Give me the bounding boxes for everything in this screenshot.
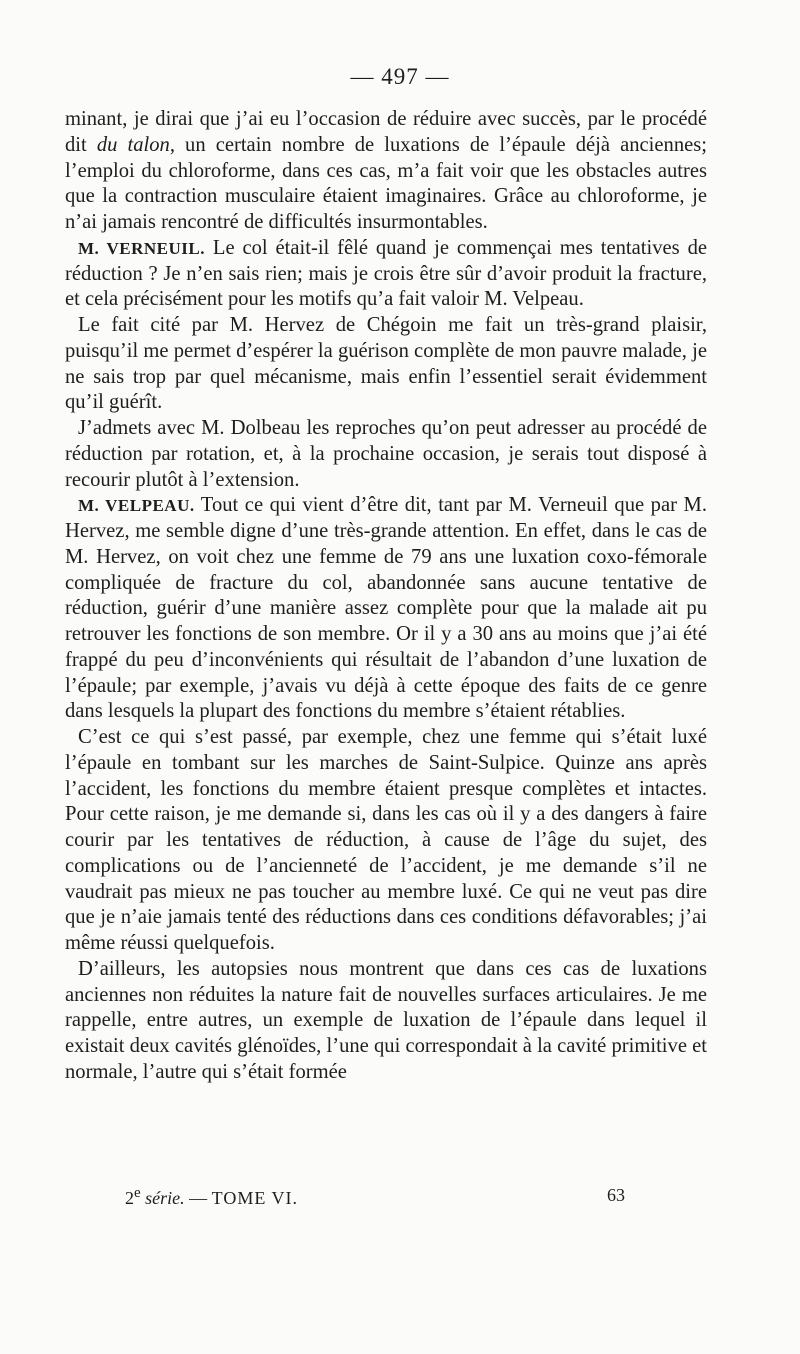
footer-dash: — — [184, 1188, 212, 1208]
series-superscript: e — [134, 1185, 141, 1201]
text-run: Tout ce qui vient d’être dit, tant par M. Verneuil que par M. Hervez, me semble digne d’une très-grande attention. En effet, dans le cas de M. Hervez, on voit chez une femme de 79 ans une luxation coxo-fémorale compliquée de fracture du col, abandonnée sans aucune tentative de réduction, guérir d’une manière assez complète pour que la malade ait pu retrouver les fonctions de son membre. Or il y a 30 ans au moins que j’ai été frappé du peu d’inconvénients qui résultait de l’abandon d’une luxation de l’épaule; par exemple, j’avais vu déjà à cette époque des faits de ce genre dans lesquels la plupart des fonctions du membre s’étaient rétablies. — [65, 494, 707, 723]
text-run: Le fait cité par M. Hervez de Chégoin me fait un très-grand plaisir, puisqu’il me permet d’espérer la guérison complète de mon pauvre malade, je ne sais trop par quel mécanisme, mais enfin l’essentiel serait évidemment qu’il guérît. — [65, 314, 707, 414]
text-run: , un certain nombre de luxations de l’épaule déjà anciennes; l’emploi du chloroforme, dans ces cas, m’a fait voir que les obstacles autres que la contraction musculaire étaient imaginaires. Grâce au chloroforme, je n’ai jamais rencontré de difficultés insurmontables. — [65, 133, 707, 233]
text-run: Le col était-il fêlé quand je commençai mes tentatives de réduction ? Je n’en sais rien; mais je crois être sûr d’avoir produit la fracture, et cela précisément pour les motifs qu’a fait valoir M. Velpeau. — [65, 236, 708, 311]
paragraph-4 — [65, 416, 707, 493]
text-run: J’admets avec M. Dolbeau les reproches qu’on peut adresser au procédé de réduction par rotation, et, à la prochaine occasion, je serais tout disposé à recourir plutôt à l’extension. — [65, 417, 707, 491]
paragraph-6 — [65, 725, 707, 957]
series-number: 2 — [125, 1188, 134, 1208]
paragraph-2 — [65, 236, 707, 313]
paragraph-1 — [65, 107, 707, 236]
speaker-name: M. VERNEUIL. — [78, 238, 205, 258]
paragraph-3 — [65, 313, 707, 416]
text-run: C’est ce qui s’est passé, par exemple, chez une femme qui s’était luxé l’épaule en tombant sur les marches de Saint-Sulpice. Quinze ans après l’accident, les fonctions du membre étaient presque complètes et intactes. Pour cette raison, je me demande si, dans les cas où il y a des dangers à faire courir par les tentatives de réduction, à cause de l’âge du sujet, des complications ou de l’ancienneté de l’accident, je me demande s’il ne vaudrait pas mieux ne pas toucher au membre luxé. Ce qui ne veut pas dire que je n’aie jamais tenté des réductions dans ces conditions défavorables; j’ai même réussi quelquefois. — [65, 726, 707, 954]
page-footer — [0, 1185, 800, 1211]
tome-label: TOME VI. — [211, 1188, 299, 1208]
page-number: — 497 — — [350, 64, 450, 89]
italic-term: du talon — [96, 133, 170, 156]
signature-number: 63 — [607, 1185, 625, 1205]
paragraph-5 — [65, 493, 707, 725]
speaker-name: M. VELPEAU. — [78, 496, 195, 516]
text-run: minant, je dirai que j’ai eu l’occasion de réduire avec succès, par le procédé dit — [65, 108, 707, 156]
series-word: série. — [140, 1188, 185, 1208]
body-text — [65, 107, 707, 1086]
paragraph-7 — [65, 957, 707, 1086]
series-tome-label — [125, 1185, 298, 1209]
text-run: D’ailleurs, les autopsies nous montrent que dans ces cas de luxations anciennes non réduites la nature fait de nouvelles surfaces articulaires. Je me rappelle, entre autres, un exemple de luxation de l’épaule dans lequel il existait deux cavités glénoïdes, l’une qui correspondait à la cavité primitive et normale, l’autre qui s’était formée — [65, 957, 707, 1083]
